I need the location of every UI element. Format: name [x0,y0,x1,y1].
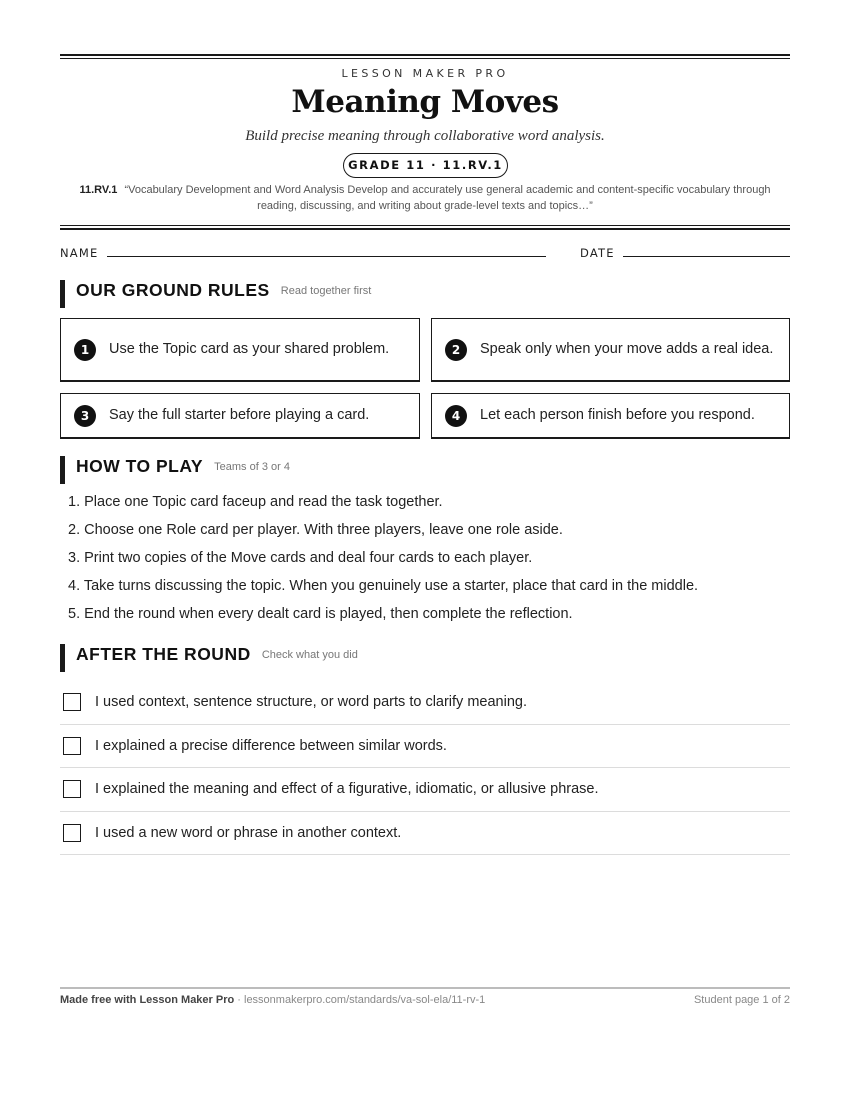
ground-rule-card [431,393,790,439]
ground-rule-text: Let each person finish before you respond. [480,407,755,423]
page-number: Student page 1 of 2 [693,994,790,1006]
rule-number-badge: 1 [74,339,96,361]
checklist-item [60,768,790,812]
footer-credit [60,994,485,1006]
after-round-note: Check what you did [261,648,358,661]
footer-url[interactable]: · lessonmakerpro.com/standards/va-sol-ela/11-rv-1 [234,994,486,1006]
standard-code: 11.RV.1 [79,184,118,196]
date-field[interactable] [623,256,790,257]
how-to-play-title: HOW TO PLAY [76,456,204,476]
page-title: Meaning Moves [291,84,559,120]
name-label: NAME [60,246,99,260]
ground-rules-heading [60,280,371,308]
footer-rule [60,987,790,989]
step-item: 2. Choose one Role card per player. With three players, leave one role aside. [68,522,563,538]
checklist-item-label: I explained a precise difference between similar words. [95,737,447,754]
after-round-heading [60,644,358,672]
rule-number-badge: 4 [445,405,467,427]
checkbox[interactable] [63,780,81,798]
checkbox[interactable] [63,824,81,842]
standard-text: “Vocabulary Development and Word Analysis Develop and accurately use general academic and content-specific vocabulary through reading, discussing, and writing about grade-level texts and topics…” [124,184,771,212]
date-label: DATE [580,246,615,260]
how-to-play-note: Teams of 3 or 4 [214,460,290,473]
checklist-item [60,681,790,725]
reflection-checklist [60,681,790,855]
ground-rule-card [60,393,420,439]
ground-rule-text: Speak only when your move adds a real idea. [480,341,774,357]
ground-rule-text: Say the full starter before playing a card. [109,407,370,423]
after-round-title: AFTER THE ROUND [76,644,251,664]
checkbox[interactable] [63,737,81,755]
brand-name: LESSON MAKER PRO [341,67,509,80]
page-subtitle: Build precise meaning through collaborative word analysis. [245,128,605,144]
checklist-item [60,725,790,769]
how-to-play-steps [68,492,788,632]
how-to-play-heading [60,456,290,484]
name-field[interactable] [107,256,546,257]
header-bottom-rule [60,225,790,230]
worksheet-page [60,0,790,1100]
checklist-item-label: I explained the meaning and effect of a figurative, idiomatic, or allusive phrase. [95,781,599,798]
header-top-rule [60,54,790,59]
rule-number-badge: 3 [74,405,96,427]
checklist-item-label: I used context, sentence structure, or word parts to clarify meaning. [95,694,527,711]
checkbox[interactable] [63,693,81,711]
footer-made-with: Made free with Lesson Maker Pro [60,994,235,1006]
step-item: 4. Take turns discussing the topic. When you genuinely use a starter, place that card in the middle. [68,578,699,594]
step-item: 3. Print two copies of the Move cards and deal four cards to each player. [68,550,533,566]
ground-rule-card [431,318,790,382]
rule-number-badge: 2 [445,339,467,361]
grade-badge: GRADE 11 · 11.RV.1 [343,153,508,178]
ground-rules-title: OUR GROUND RULES [76,280,270,300]
ground-rule-text: Use the Topic card as your shared problem. [109,341,390,357]
step-item: 1. Place one Topic card faceup and read the task together. [68,494,443,510]
checklist-item [60,812,790,856]
ground-rules-note: Read together first [280,284,372,297]
step-item: 5. End the round when every dealt card is played, then complete the reflection. [68,606,573,622]
checklist-item-label: I used a new word or phrase in another context. [95,824,402,841]
standard-description [60,182,790,214]
ground-rule-card [60,318,420,382]
